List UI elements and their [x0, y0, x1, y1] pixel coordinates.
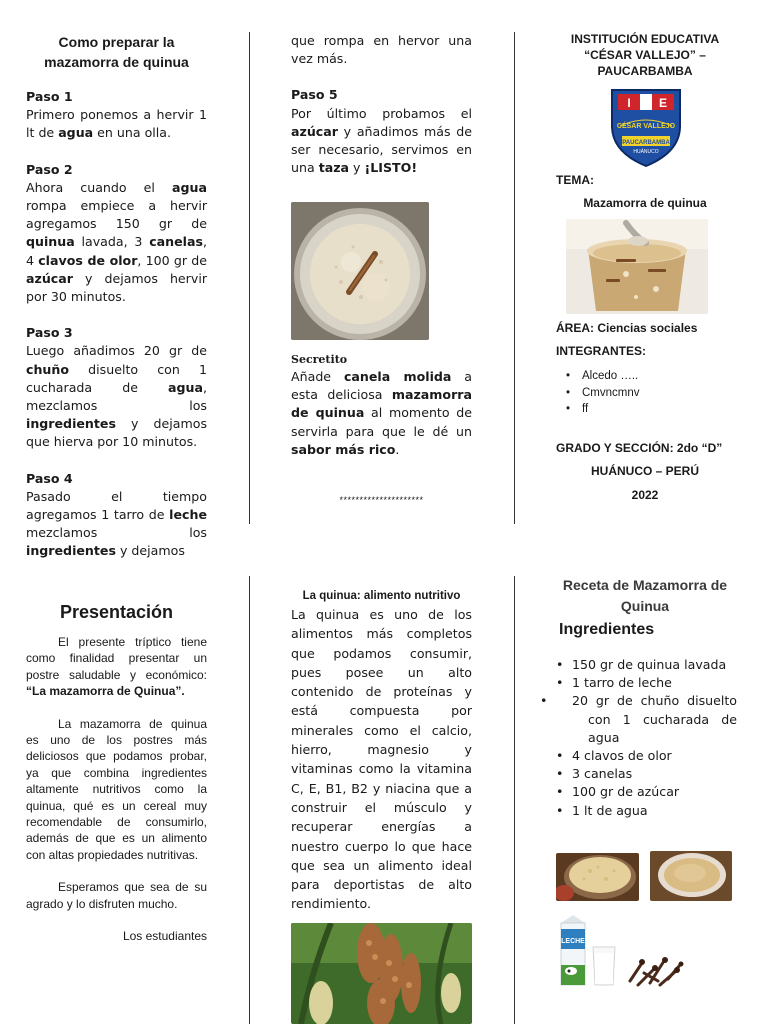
nutrition-title: La quinua: alimento nutritivo — [302, 590, 461, 602]
step-5-text: Por último probamos el azúcar y añadimos más de ser necesario, servimos en una taza y ¡LISTO! — [291, 105, 472, 176]
step-1 — [26, 88, 207, 143]
ingredient-item: • 150 gr de quinua lavada — [572, 656, 737, 674]
quinoa-grains-image — [556, 853, 639, 901]
panel-cover — [550, 31, 740, 79]
svg-text:HUÁNUCO: HUÁNUCO — [633, 149, 659, 155]
milk-label: LECHE — [561, 938, 585, 945]
svg-text:E: E — [658, 96, 668, 110]
member-item: • Cmvncmnv — [582, 385, 640, 402]
ingredient-item: • 4 clavos de olor — [572, 747, 737, 765]
stars-separator: ********************* — [339, 495, 424, 505]
step-text: Luego añadimos 20 gr de chuño disuelto con 1 cucharada de agua, mezclamos los ingredientes y dejamos que hierva por 10 minutos. — [26, 343, 207, 450]
school-logo — [606, 86, 686, 168]
grado-seccion: GRADO Y SECCIÓN: 2do “D” — [556, 441, 723, 455]
quinoa-plant-image — [291, 923, 472, 1024]
step-heading: Paso 3 — [26, 325, 73, 341]
step-heading: Paso 4 — [26, 470, 73, 486]
step-heading: Paso 1 — [26, 89, 73, 104]
chuno-flour-image — [650, 851, 732, 901]
step-4-continuation: que rompa en hervor una vez más. — [291, 33, 472, 67]
integrantes-label: INTEGRANTES: — [556, 344, 646, 358]
step-4 — [26, 470, 207, 561]
secret-title: Secretito — [291, 353, 348, 366]
preparation-title: Como preparar la mazamorra de quinua — [44, 34, 189, 70]
year: 2022 — [631, 488, 659, 502]
logo-name-text: CÉSAR VALLEJO — [616, 123, 676, 130]
step-text: Ahora cuando el agua rompa empiece a hervir agregamos 150 gr de quinua lavada, 3 canelas, 4 clavos de olor, 100 gr de azúcar y dejamos hervir por 30 minutos. — [26, 179, 207, 305]
step-heading: Paso 2 — [26, 161, 73, 177]
member-item: • Alcedo ….. — [582, 368, 640, 385]
recipe-title: Receta de Mazamorra de Quinua — [562, 577, 728, 614]
milk-carton-image — [557, 915, 619, 988]
step-5-heading: Paso 5 — [291, 87, 338, 103]
ingredient-item: • 3 canelas — [572, 765, 737, 783]
presentation-paragraph-3: Esperamos que sea de su agrado y lo disfruten mucho. — [26, 880, 207, 911]
step-2 — [26, 161, 207, 307]
divider-top-right — [514, 32, 515, 524]
integrantes-list — [566, 368, 640, 418]
member-item: • ff — [582, 401, 640, 418]
cloves-image — [624, 951, 684, 989]
tema-value: Mazamorra de quinua — [583, 196, 707, 210]
mazamorra-bowl-image — [291, 202, 429, 340]
mazamorra-glass-image — [566, 219, 708, 314]
institution-name: INSTITUCIÓN EDUCATIVA “CÉSAR VALLEJO” – PAUCARBAMBA — [570, 32, 720, 78]
panel-presentation — [26, 600, 207, 945]
area-label: ÁREA: Ciencias sociales — [556, 321, 698, 335]
ingredients-list — [548, 656, 737, 820]
divider-bottom-left — [249, 576, 250, 1024]
presentation-paragraph-1: El presente tríptico tiene como finalidad presentar un postre saludable y económico: “La mazamorra de Quinua”. — [26, 635, 207, 699]
divider-bottom-right — [514, 576, 515, 1024]
svg-text:PAUCARBAMBA: PAUCARBAMBA — [622, 140, 670, 146]
step-3 — [26, 324, 207, 451]
tema-label: TEMA: — [556, 173, 594, 187]
panel-nutrition — [291, 588, 472, 914]
secret-text: Añade canela molida a esta deliciosa mazamorra de quinua al momento de servirla para que le dé un sabor más rico. — [291, 369, 472, 457]
panel-preparation-continued — [291, 32, 472, 177]
svg-text:I: I — [627, 96, 631, 110]
presentation-title: Presentación — [59, 602, 174, 622]
step-text: Primero ponemos a hervir 1 lt de agua en una olla. — [26, 107, 207, 141]
presentation-signature: Los estudiantes — [122, 929, 207, 944]
ingredient-item: • 20 gr de chuño disuelto con 1 cucharada de agua — [572, 692, 737, 747]
panel-secret — [291, 352, 472, 459]
ingredient-item: • 1 tarro de leche — [572, 674, 737, 692]
ingredient-item: • 100 gr de azúcar — [572, 783, 737, 801]
location: HUÁNUCO – PERÚ — [590, 464, 699, 478]
ingredient-item: • 1 lt de agua — [572, 802, 737, 820]
divider-top-left — [249, 32, 250, 524]
nutrition-text: La quinua es uno de los alimentos más completos que podamos consumir, pues posee un alto contenido de proteínas y está compuesta por minerales como el calcio, hierro, magnesio y vitaminas como la vitamina C, E, B1, B2 y niacina que a construir el músculo y recuperar energías a nuestro cuerpo lo que hace que sea un alimento ideal para deportistas de alto rendimiento. — [291, 607, 472, 912]
ingredients-heading: Ingredientes — [559, 621, 655, 638]
step-text: Pasado el tiempo agregamos 1 tarro de leche mezclamos los ingredientes y dejamos — [26, 488, 207, 559]
presentation-paragraph-2: La mazamorra de quinua es uno de los postres más deliciosos que podamos probar, ya que combina ingredientes altamente nutritivos como la quinua, qué es un cereal muy recomendable de consumirlo, además de que es un alimento con altas propiedades nutritivas. — [26, 716, 207, 862]
panel-preparation — [26, 32, 207, 561]
